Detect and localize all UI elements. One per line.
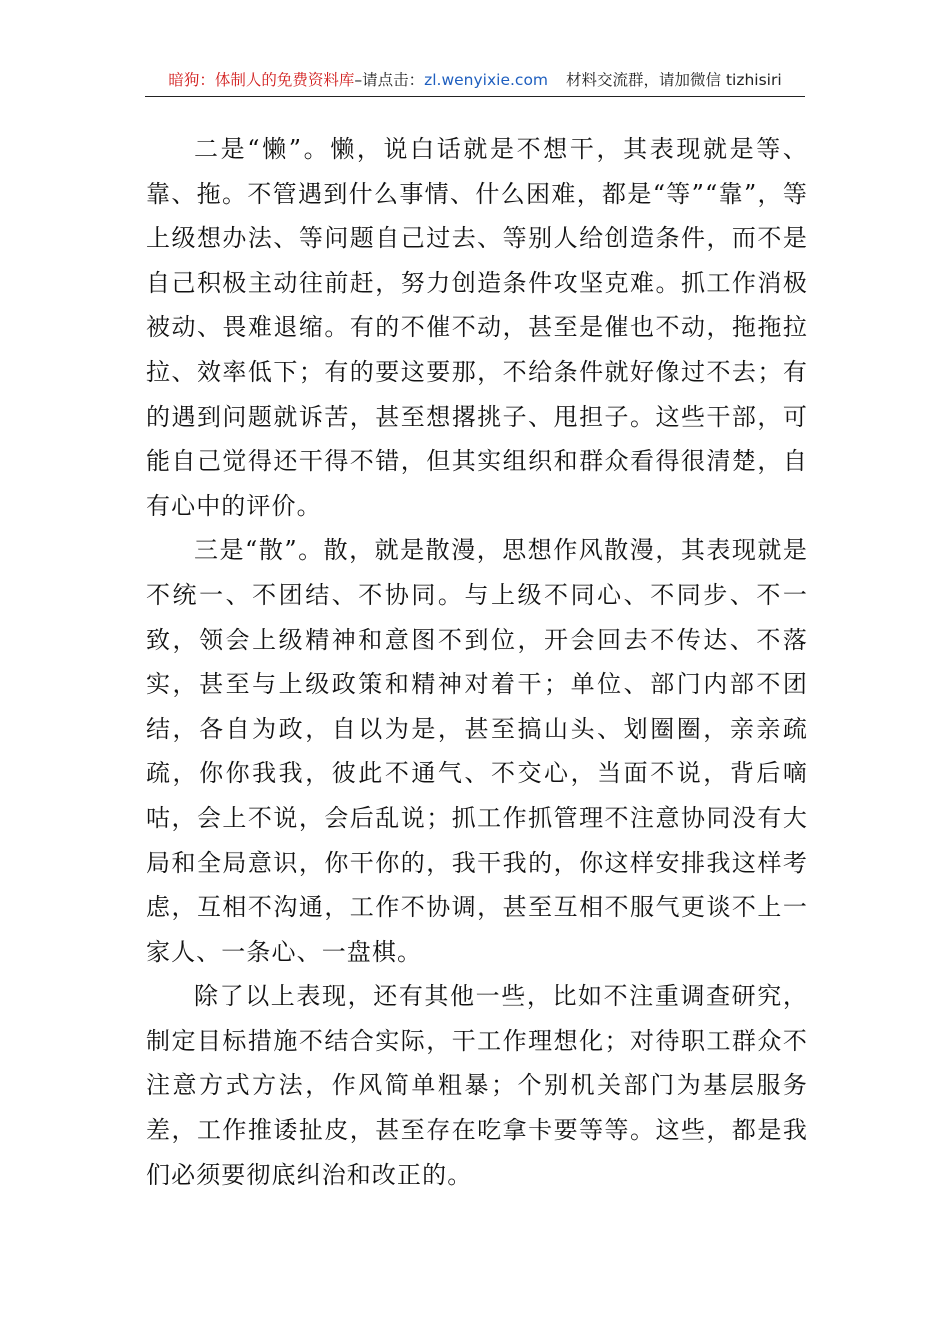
document-body — [146, 127, 808, 1197]
paragraph-lazy: 二是“懒”。懒，说白话就是不想干，其表现就是等、靠、拖。不管遇到什么事情、什么困难，都是“等”“靠”，等上级想办法、等问题自己过去、等别人给创造条件，而不是自己积极主动往前赶，努力创造条件攻坚克难。抓工作消极被动、畏难退缩。有的不催不动，甚至是催也不动，拖拖拉拉、效率低下；有的要这要那，不给条件就好像过不去；有的遇到问题就诉苦，甚至想撂挑子、甩担子。这些干部，可能自己觉得还干得不错，但其实组织和群众看得很清楚，自有心中的评价。 — [146, 135, 808, 520]
paragraph-other: 除了以上表现，还有其他一些，比如不注重调查研究，制定目标措施不结合实际，干工作理想化；对待职工群众不注意方式方法，作风简单粗暴；个别机关部门为基层服务差，工作推诿扯皮，甚至存在吃拿卡要等等。这些，都是我们必须要彻底纠治和改正的。 — [146, 982, 808, 1189]
paragraph-loose: 三是“散”。散，就是散漫，思想作风散漫，其表现就是不统一、不团结、不协同。与上级不同心、不同步、不一致，领会上级精神和意图不到位，开会回去不传达、不落实，甚至与上级政策和精神对着干；单位、部门内部不团结，各自为政，自以为是，甚至搞山头、划圈圈，亲亲疏疏，你你我我，彼此不通气、不交心，当面不说，背后嘀咕，会上不说，会后乱说；抓工作抓管理不注意协同没有大局和全局意识，你干你的，我干我的，你这样安排我这样考虑，互相不沟通，工作不协调，甚至互相不服气更谈不上一家人、一条心、一盘棋。 — [146, 536, 808, 966]
header-link[interactable]: zl.wenyixie.com — [424, 71, 549, 89]
header-click-prompt: –请点击： — [354, 71, 425, 89]
page-header — [145, 66, 805, 97]
header-group-info: 材料交流群，请加微信 tizhisiri — [566, 71, 782, 89]
header-brand: 暗狗：体制人的免费资料库 — [168, 71, 355, 89]
